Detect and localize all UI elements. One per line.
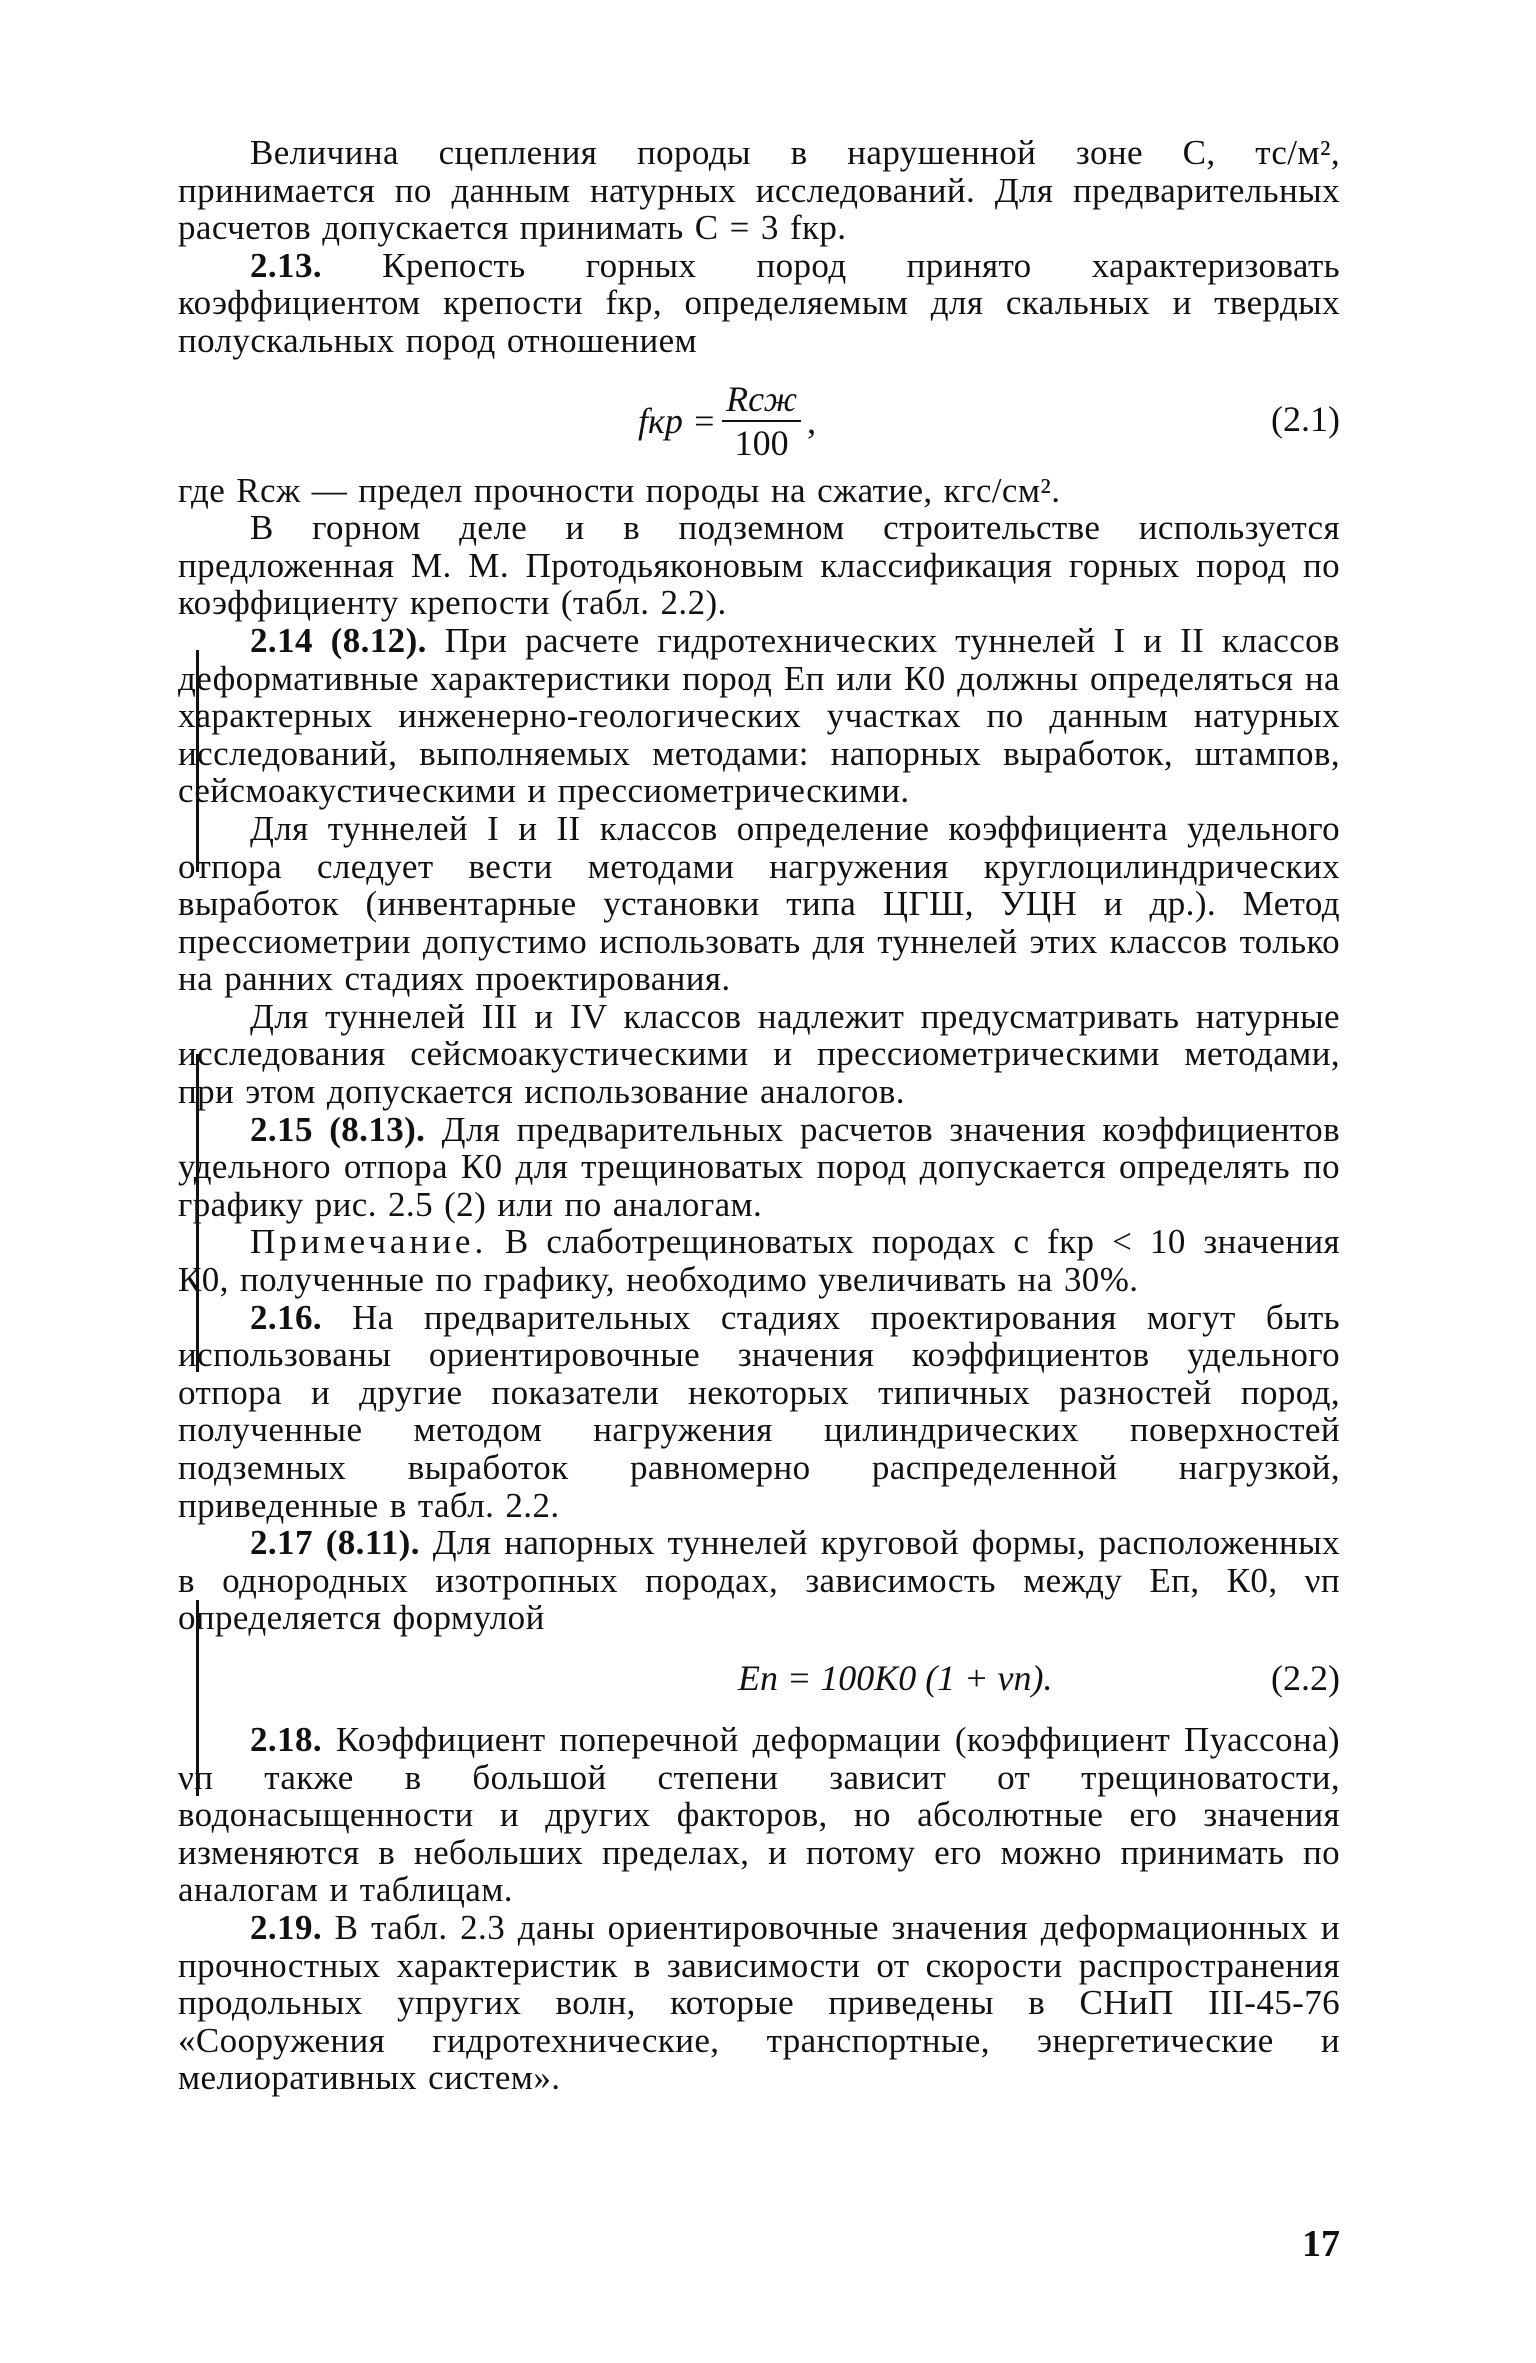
formula-expression: Еп = 100К0 (1 + νп). [738,1657,1053,1698]
paragraph-text: При расчете гидротехнических туннелей I и II классов деформативные характеристики пород Еп или К0 должны определяться на характерных инженерно-геологических участках по данным натурных исследований, выполняемых методами: напорных выработок, штампов, сейсмоакустическими и прессиометрическими. [178,620,1340,811]
text-column [178,134,1340,2097]
paragraph: Величина сцепления породы в нарушенной зоне С, тс/м², принимается по данным натурных исследований. Для предварительных расчетов допускается принимать С = 3 fкр. [178,133,1340,248]
page-number: 17 [1302,2223,1340,2265]
paragraph [178,622,1340,810]
formula-expression [638,378,816,464]
paragraph-text: Для предварительных расчетов значения коэффициентов удельного отпора К0 для трещиноватых пород допускается определять по графику рис. 2.5 (2) или по аналогам. [178,1109,1340,1224]
clause-number: 2.19. [250,1907,322,1947]
paragraph: Для туннелей I и II классов определение коэффициента удельного отпора следует вести методами нагружения круглоцилиндрических выработок (инвентарные установки типа ЦГШ, УЦН и др.). Метод прессиометрии допустимо использовать для туннелей этих классов только на ранних стадиях проектирования. [178,808,1340,999]
fraction-denominator: 100 [734,422,789,463]
fraction-numerator: Rсж [722,378,801,422]
note-label: Примечание. [250,1222,488,1262]
paragraph: В горном деле и в подземном строительстве используется предложенная М. М. Протодьяконовым классификация горных пород по коэффициенту крепости (табл. 2.2). [178,508,1340,623]
paragraph [178,1111,1340,1224]
paragraph-text: Для напорных туннелей круговой формы, расположенных в однородных изотропных породах, зависимость между Еп, К0, νп определяется формулой [178,1523,1340,1638]
paragraph: Для туннелей III и IV классов надлежит предусматривать натурные исследования сейсмоакустическими и прессиометрическими методами, при этом допускается использование аналогов. [178,996,1340,1112]
paragraph-text: В табл. 2.3 даны ориентировочные значения деформационных и прочностных характеристик в зависимости от скорости распространения продольных упругих волн, которые приведены в СНиП III-45-76 «Сооружения гидротехнические, транспортные, энергетические и мелиоративных систем». [178,1907,1340,2098]
clause-number: 2.18. [250,1719,322,1759]
formula-tail: , [807,400,817,441]
paragraph-text: Крепость горных пород принято характеризовать коэффициентом крепости fкр, определяемым для скальных и твердых полускальных пород отношением [178,245,1340,360]
paragraph [178,1909,1340,2097]
paragraph: где Rсж — предел прочности породы на сжатие, кгс/см². [178,470,1061,510]
paragraph [178,1299,1340,1525]
fraction [722,378,801,464]
paragraph [178,1721,1340,1909]
equation-number: (2.1) [1271,398,1340,439]
clause-number: 2.15 (8.13). [250,1109,426,1149]
clause-number: 2.17 (8.11). [250,1523,420,1563]
equation-number: (2.2) [1271,1657,1340,1698]
paragraph [178,247,1340,360]
clause-number: 2.14 (8.12). [250,620,427,660]
formula-lhs: fкр = [638,400,717,441]
paragraph-text: На предварительных стадиях проектирования могут быть использованы ориентировочные значения коэффициентов удельного отпора и другие показатели некоторых типичных разностей пород, полученные методом нагружения цилиндрических поверхностей подземных выработок равномерно распределенной нагрузкой, приведенные в табл. 2.2. [178,1297,1340,1525]
clause-number: 2.16. [250,1297,322,1337]
paragraph-text: Коэффициент поперечной деформации (коэффициент Пуассона) νп также в большой степени зависит от трещиноватости, водонасыщенности и других факторов, но абсолютные его значения изменяются в небольших пределах, и потому его можно принимать по аналогам и таблицам. [178,1719,1340,1910]
paragraph [178,1223,1340,1298]
formula-2-1 [178,360,1340,472]
clause-number: 2.13. [250,245,322,285]
paragraph-text: В слаботрещиноватых породах с fкр < 10 значения К0, полученные по графику, необходимо увеличивать на 30%. [178,1222,1340,1300]
formula-2-2 [178,1637,1340,1721]
paragraph [178,1524,1340,1637]
